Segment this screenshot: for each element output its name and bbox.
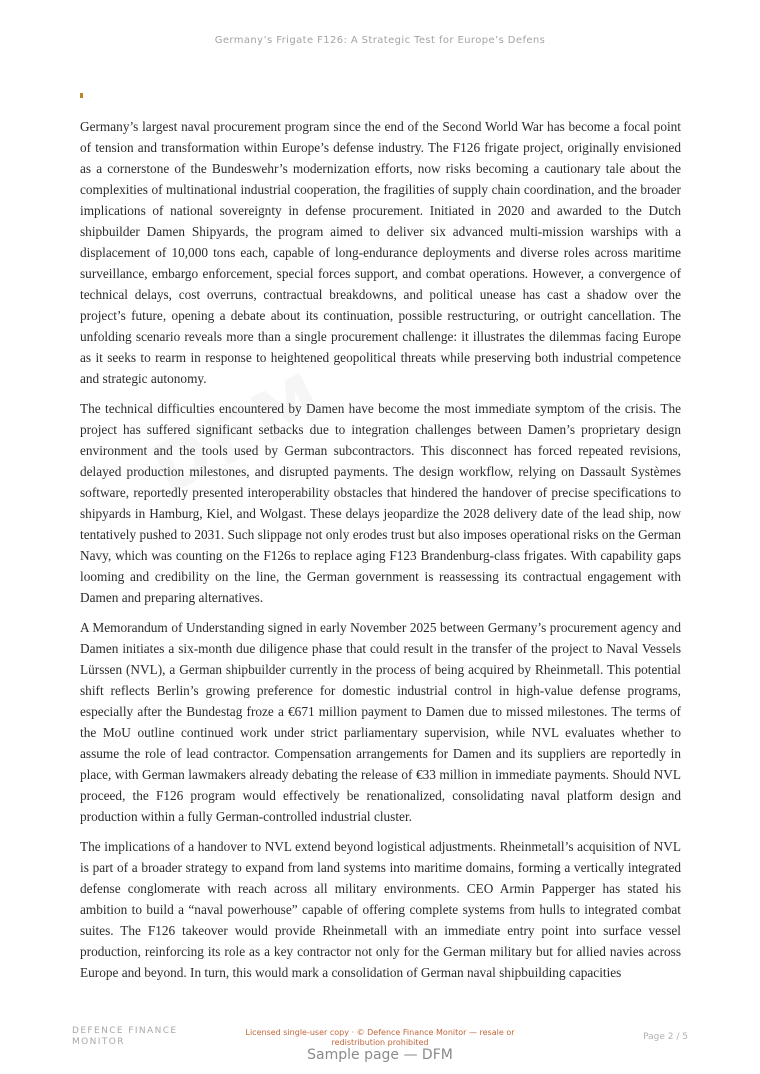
sample-caption: Sample page — DFM bbox=[307, 1047, 453, 1063]
paragraph-1: Germany’s largest naval procurement program since the end of the Second World War has become a focal point of tension and transformation within Europe’s defense industry. The F126 frigate project, originally envisioned as a cornerstone of the Bundeswehr’s modernization efforts, now risks becoming a cautionary tale about the complexities of multinational industrial cooperation, the fragilities of supply chain coordination, and the broader implications of national sovereignty in defense procurement. Initiated in 2020 and awarded to the Dutch shipbuilder Damen Shipyards, the program aimed to deliver six advanced multi-mission warships with a displacement of 10,000 tons each, capable of long-endurance deployments and diverse roles across maritime surveillance, embargo enforcement, special forces support, and combat operations. However, a convergence of technical delays, cost overruns, contractual breakdowns, and political unease has cast a shadow over the project’s future, opening a debate about its continuation, possible restructuring, or outright cancellation. The unfolding scenario reveals more than a single procurement challenge: it illustrates the dilemmas facing Europe as it seeks to rearm in response to heightened geopolitical threats while preserving both industrial competence and strategic autonomy. bbox=[80, 119, 681, 386]
paragraph-3: A Memorandum of Understanding signed in early November 2025 between Germany’s procurement agency and Damen initiates a six-month due diligence phase that could result in the transfer of the project to Naval Vessels Lürssen (NVL), a German shipbuilder currently in the process of being acquired by Rheinmetall. This potential shift reflects Berlin’s growing preference for domestic industrial control in high-value defense programs, especially after the Bundestag froze a €671 million payment to Damen due to missed milestones. The terms of the MoU outline continued work under strict parliamentary supervision, while NVL evaluates whether to assume the role of lead contractor. Compensation arrangements for Damen and its suppliers are reportedly in place, with German lawmakers already debating the release of €33 million in immediate payments. Should NVL proceed, the F126 program would effectively be renationalized, consolidating naval platform design and production within a fully German-controlled industrial cluster. bbox=[80, 620, 681, 824]
section-marker bbox=[80, 93, 83, 98]
paragraph-4: The implications of a handover to NVL extend beyond logistical adjustments. Rheinmetall’s acquisition of NVL is part of a broader strategy to expand from land systems into maritime domains, forming a vertically integrated defense conglomerate with reach across all military environments. CEO Armin Papperger has stated his ambition to build a “naval powerhouse” capable of offering complete systems from hulls to integrated combat suites. The F126 takeover would provide Rheinmetall with an immediate entry point into surface vessel production, reinforcing its role as a key contractor not only for the German military but for allied navies across Europe and beyond. In turn, this would mark a consolidation of German naval shipbuilding capacities bbox=[80, 839, 681, 980]
paragraph-2: The technical difficulties encountered by Damen have become the most immediate symptom of the crisis. The project has suffered significant setbacks due to integration challenges between Damen’s proprietary design environment and the tools used by German subcontractors. This disconnect has forced repeated revisions, delayed production milestones, and disrupted payments. The design workflow, relying on Dassault Systèmes software, reportedly presented interoperability obstacles that hindered the handover of precise specifications to shipyards in Hamburg, Kiel, and Wolgast. These delays jeopardize the 2028 delivery date of the lead ship, now tentatively pushed to 2031. Such slippage not only erodes trust but also imposes operational risks on the German Navy, which was counting on the F126s to replace aging F123 Brandenburg-class frigates. With capability gaps looming and credibility on the line, the German government is reassessing its contractual engagement with Damen and preparing alternatives. bbox=[80, 401, 681, 605]
footer-brand-line-2: MONITOR bbox=[72, 1037, 125, 1047]
footer-brand bbox=[72, 1026, 192, 1048]
footer-brand-line-1: DEFENCE FINANCE bbox=[72, 1026, 178, 1036]
page-number: Page 2 / 5 bbox=[643, 1032, 688, 1042]
article-body bbox=[80, 116, 681, 992]
footer-license-notice: Licensed single-user copy · © Defence Finance Monitor — resale or redistribution prohibited bbox=[245, 1028, 515, 1047]
running-header: Germany’s Frigate F126: A Strategic Test for Europe’s Defens bbox=[214, 35, 546, 46]
